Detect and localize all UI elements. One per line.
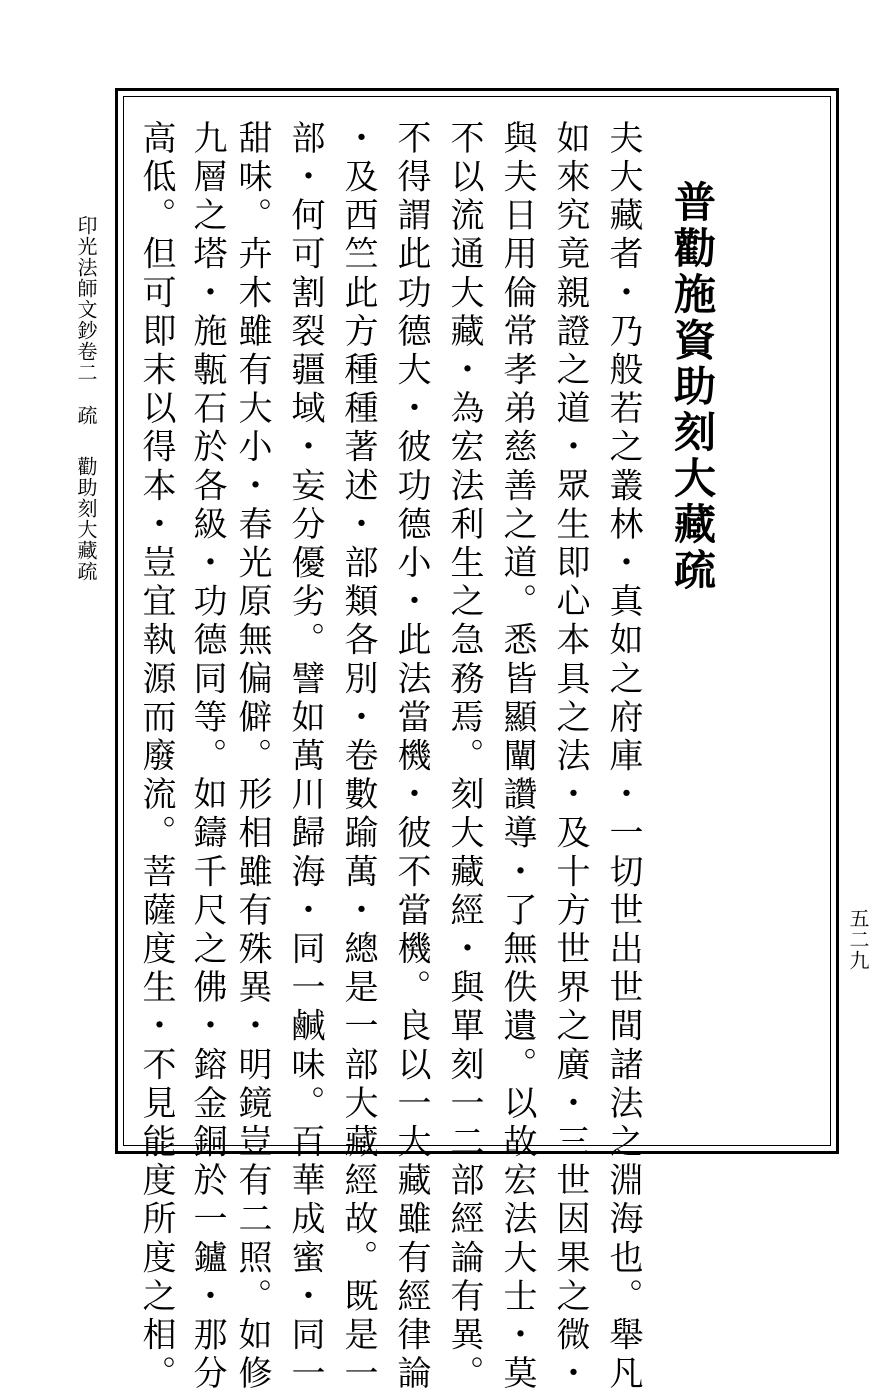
text-column-8: 甜味。卉木雖有大小・春光原無偏僻。形相雖有殊異・明鏡豈有二照。如修 — [232, 120, 272, 1394]
text-column-3: 與夫日用倫常孝弟慈善之道。悉皆顯闡讚導・了無佚遺。以故宏法大士・莫 — [497, 120, 537, 1394]
text-column-7: 部・何可割裂疆域・妄分優劣。譬如萬川歸海・同一鹹味。百華成蜜・同一 — [285, 120, 325, 1394]
text-column-9: 九層之塔・施甎石於各級・功德同等。如鑄千尺之佛・鎔金銅於一鑪・那分 — [187, 120, 227, 1394]
page-number: 五二九 — [846, 908, 870, 971]
text-column-10: 高低。但可即末以得本・豈宜執源而廢流。菩薩度生・不見能度所度之相。 — [136, 120, 176, 1394]
text-column-6: ・及西竺此方種種著述・部類各別・卷數踰萬・總是一部大藏經故。既是一 — [338, 120, 378, 1394]
document-title: 普勸施資助刻大藏疏 — [668, 180, 717, 594]
running-header-book: 印光法師文鈔卷二 — [74, 215, 98, 383]
text-column-1: 夫大藏者・乃般若之叢林・真如之府庫・一切世出世間諸法之淵海也。舉凡 — [603, 120, 643, 1394]
running-header — [75, 215, 97, 582]
text-column-4: 不以流通大藏・為宏法利生之急務焉。刻大藏經・與單刻一二部經論有異。 — [444, 120, 484, 1394]
text-column-5: 不得謂此功德大・彼功德小・此法當機・彼不當機。良以一大藏雖有經律論 — [391, 120, 431, 1394]
running-header-chapter: 勸助刻大藏疏 — [74, 456, 98, 582]
running-header-section: 疏 — [74, 405, 98, 426]
text-column-2: 如來究竟親證之道・眾生即心本具之法・及十方世界之廣・三世因果之微・ — [550, 120, 590, 1394]
